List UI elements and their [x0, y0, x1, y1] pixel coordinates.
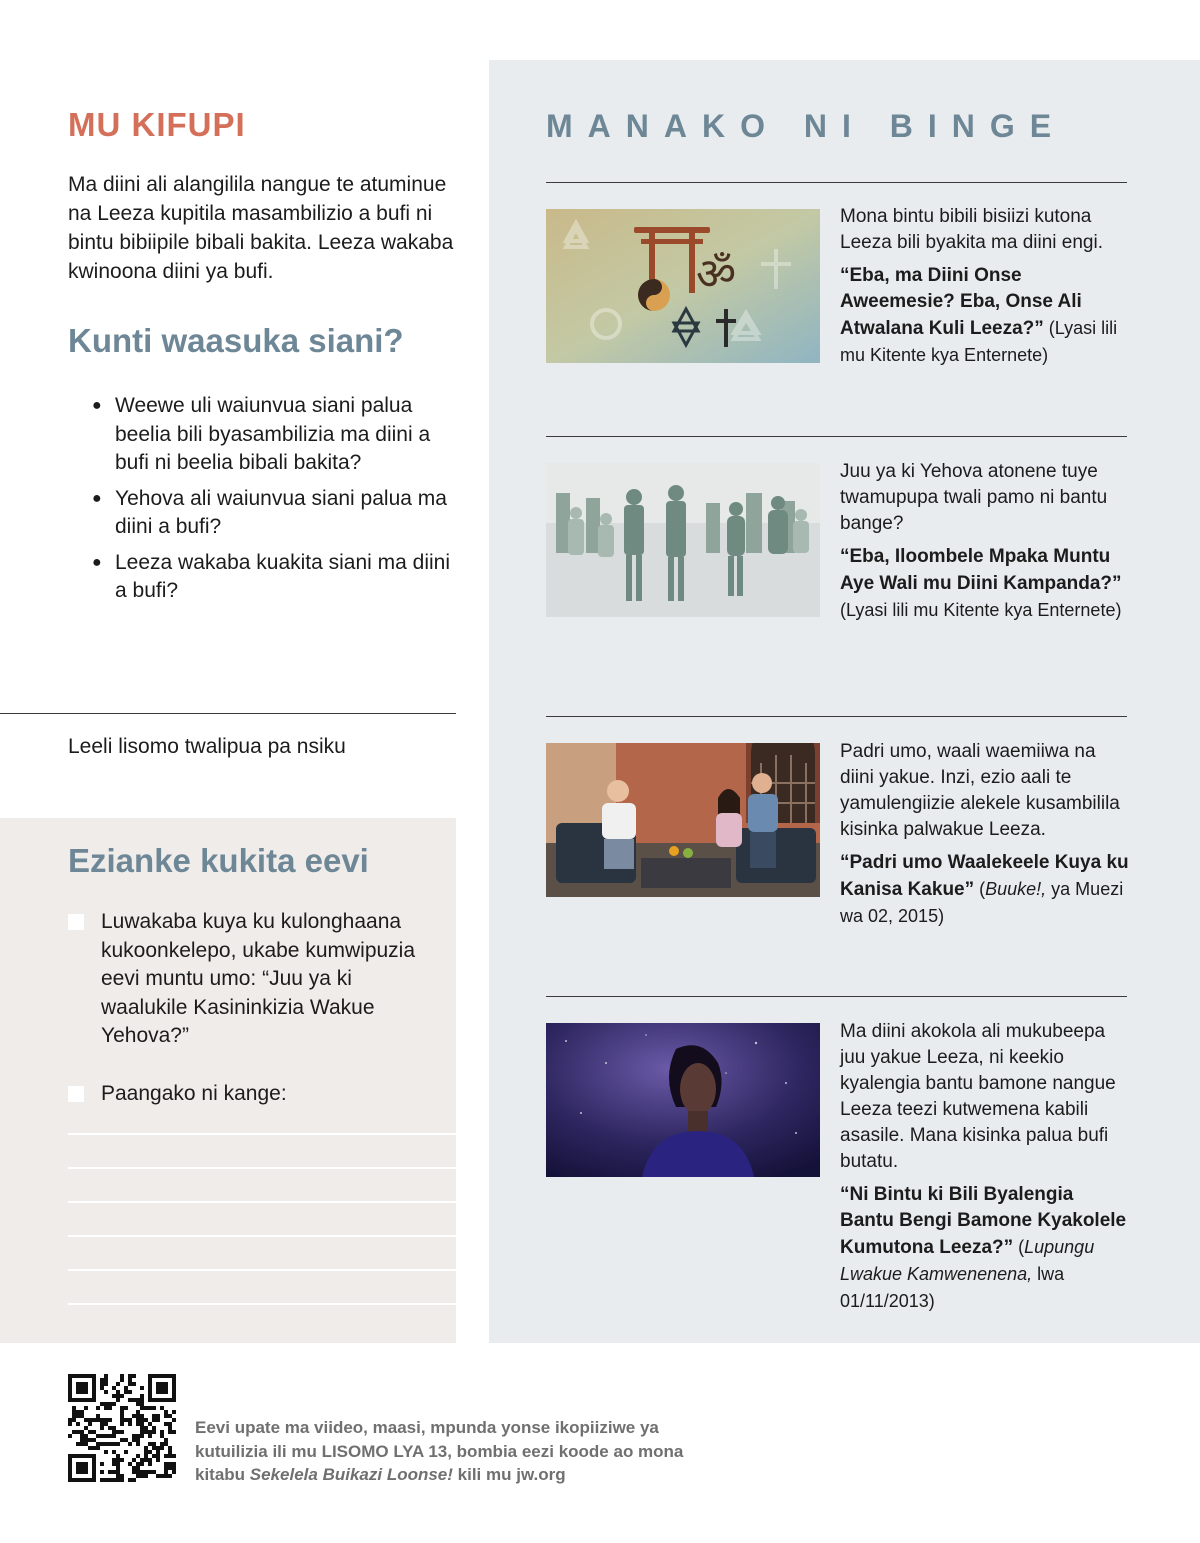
svg-text:ॐ: ॐ [696, 249, 737, 300]
questions-list [92, 392, 452, 613]
article-reference[interactable]: “Eba, ma Diini Onse Aweemesie? Eba, Onse Ali Atwalana Kuli Leeza?” (Lyasi lili mu Kitente kya Enternete) [840, 265, 1118, 365]
religious-symbols-image [546, 209, 820, 363]
question-item: ● Yehova ali waiunvua siani palua ma diini a bufi? [92, 486, 447, 538]
summary-title: MU KIFUPI [68, 106, 246, 143]
try-this-title: Ezianke kukita eevi [68, 842, 369, 879]
task-item: Paangako ni kange: [68, 1080, 428, 1109]
task-item: Luwakaba kuya ku kulonghaana kukoonkelepo, ukabe kumwipuzia eevi muntu umo: “Juu ya ki waalukile Kasininkizia Wakue Yehova?” [68, 908, 428, 1051]
write-line[interactable] [68, 1303, 456, 1305]
article-text [840, 204, 1130, 369]
write-line[interactable] [68, 1269, 456, 1271]
article-text [840, 739, 1130, 930]
article-text [840, 459, 1130, 624]
bullet-icon: ● [92, 553, 102, 571]
questions-title: Kunti waasuka siani? [68, 322, 404, 359]
write-line[interactable] [68, 1167, 456, 1169]
woman-night-sky-image [546, 1023, 820, 1177]
article-text [840, 1019, 1130, 1315]
checkbox[interactable] [68, 914, 84, 930]
article-reference[interactable]: “Ni Bintu ki Bili Byalengia Bantu Bengi Bamone Kyakolele Kumutona Leeza?” (Lupungu Lwakue Kamwenenena, lwa 01/11/2013) [840, 1184, 1127, 1311]
write-line[interactable] [68, 1201, 456, 1203]
bullet-icon: ● [92, 489, 102, 507]
article-description: Ma diini akokola ali mukubeepa juu yakue Leeza, ni keekio kyalengia bantu bamone nangue Leeza teezi kutwemena kabili asasile. Mana kisinka palua bufi butatu. [840, 1021, 1116, 1172]
article-description: Padri umo, waali waemiiwa na diini yakue. Inzi, ezio aali te yamulengiizie alekele kusambilila kisinka palwakue Leeza. [840, 741, 1120, 840]
checkbox[interactable] [68, 1086, 84, 1102]
bullet-icon: ● [92, 397, 102, 414]
write-line[interactable] [68, 1133, 456, 1135]
article-description: Mona bintu bibili bisiizi kutona Leeza bili byakita ma diini engi. [840, 206, 1103, 253]
qr-code-icon[interactable] [68, 1374, 176, 1482]
section-divider [546, 716, 1127, 717]
write-line[interactable] [68, 1235, 456, 1237]
conversation-patio-image [546, 743, 820, 897]
article-reference[interactable]: “Eba, Iloombele Mpaka Muntu Aye Wali mu Diini Kampanda?” (Lyasi lili mu Kitente kya Enternete) [840, 546, 1122, 620]
question-item: ● Weewe uli waiunvua siani palua beelia bili byasambilizia ma diini a bufi ni beelia bibali bakita? [92, 394, 431, 474]
article-description: Juu ya ki Yehova atonene tuye twamupupa twali pamo ni bantu bange? [840, 461, 1108, 534]
question-item: ● Leeza wakaba kuakita siani ma diini a bufi? [92, 550, 451, 602]
people-gathering-image [546, 463, 820, 617]
section-divider [546, 182, 1127, 183]
summary-text: Ma diini ali alangilila nangue te atuminue na Leeza kupitila masambilizio a bufi ni bintu bibiipile bibali bakita. Leeza wakaba kwinoona diini ya bufi. [68, 173, 454, 283]
article-reference[interactable]: “Padri umo Waalekeele Kuya ku Kanisa Kakue” (Buuke!, ya Muezi wa 02, 2015) [840, 852, 1129, 926]
section-divider [0, 713, 456, 714]
explore-title: MANAKO NI BINGE [546, 108, 1067, 144]
footer-text: Eevi upate ma viideo, maasi, mpunda yonse ikopiiziwe ya kutuilizia ili mu LISOMO LYA 13, bombia eezi koode ao mona kitabu Sekelela Buikazi Loonse! kili mu jw.org [195, 1418, 684, 1484]
section-divider [546, 436, 1127, 437]
lesson-note: Leeli lisomo twalipua pa nsiku [68, 735, 346, 758]
section-divider [546, 996, 1127, 997]
